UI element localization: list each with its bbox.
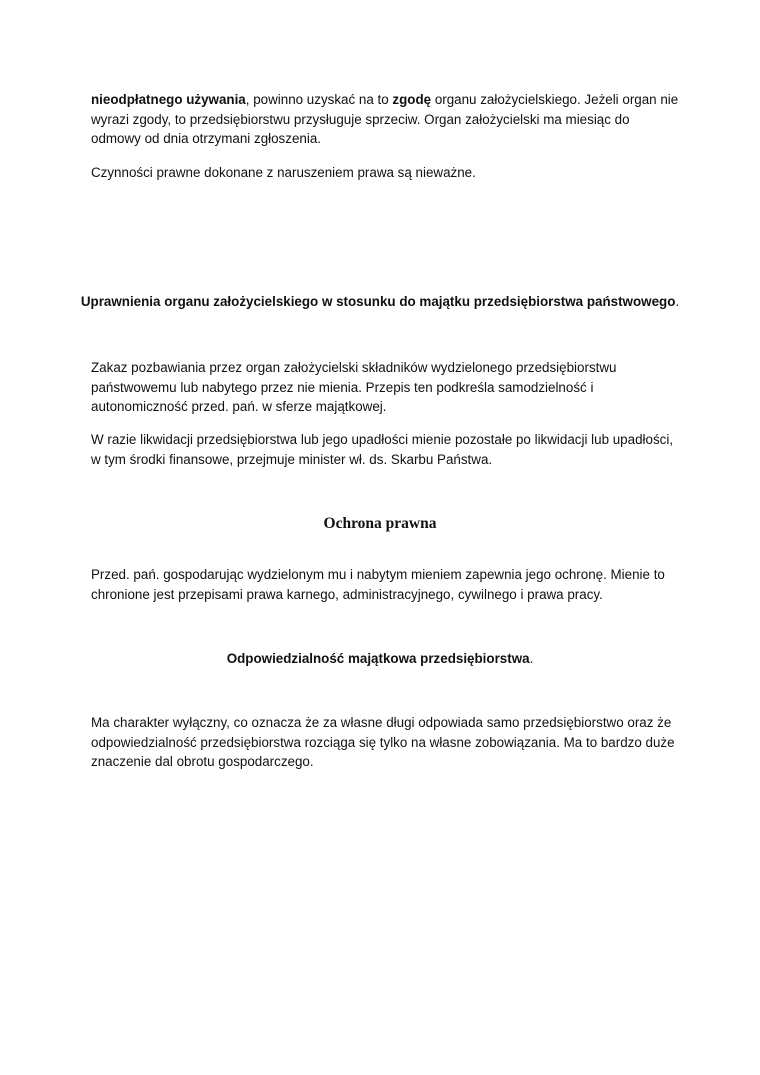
- paragraph-protection: Przed. pań. gospodarując wydzielonym mu i nabytym mieniem zapewnia jego ochronę. Mienie to chronione jest przepisami prawa karnego, administracyjnego, cywilnego i prawa pracy.: [91, 567, 665, 602]
- paragraph-liquidation: W razie likwidacji przedsiębiorstwa lub jego upadłości mienie pozostałe po likwidacji lub upadłości, w tym środki finansowe, przejmuje minister wł. ds. Skarbu Państwa.: [91, 432, 674, 467]
- section-heading-founding-body-rights: [0, 292, 760, 312]
- heading-text: Uprawnienia organu założycielskiego w stosunku do majątku przedsiębiorstwa państwowego: [80, 294, 676, 309]
- paragraph-prohibition: Zakaz pozbawiania przez organ założycielski składników wydzielonego przedsiębiorstwu państwowemu lub nabytego przez nie mienia. Przepis ten podkreśla samodzielność i autonomiczność przed. pań. w sferze majątkowej.: [91, 360, 617, 414]
- paragraph-exclusive-liability: Ma charakter wyłączny, co oznacza że za własne długi odpowiada samo przedsiębiorstwo oraz że odpowiedzialność przedsiębiorstwa rozciąga się tylko na własne zobowiązania. Ma to bardzo duże znaczenie dal obrotu gospodarczego.: [91, 715, 675, 769]
- heading-suffix: .: [529, 651, 534, 666]
- paragraph-text: , powinno uzyskać na to: [245, 92, 393, 107]
- paragraph-text: organu założycielskiego. Jeżeli organ nie wyrazi zgody, to przedsiębiorstwu przysługuje sprzeciw. Organ założycielski ma miesiąc do odmowy od dnia otrzymani zgłoszenia.: [91, 92, 679, 146]
- section-heading-liability: [0, 649, 760, 669]
- paragraph-consent: [91, 90, 681, 149]
- section-heading-legal-protection: Ochrona prawna: [323, 515, 437, 532]
- bold-word-consent: zgodę: [392, 92, 432, 107]
- heading-suffix: .: [675, 294, 680, 309]
- paragraph-void-acts: Czynności prawne dokonane z naruszeniem prawa są nieważne.: [91, 165, 476, 180]
- heading-text: Odpowiedzialność majątkowa przedsiębiorstwa: [226, 651, 530, 666]
- bold-phrase-free-use: nieodpłatnego używania: [91, 92, 246, 107]
